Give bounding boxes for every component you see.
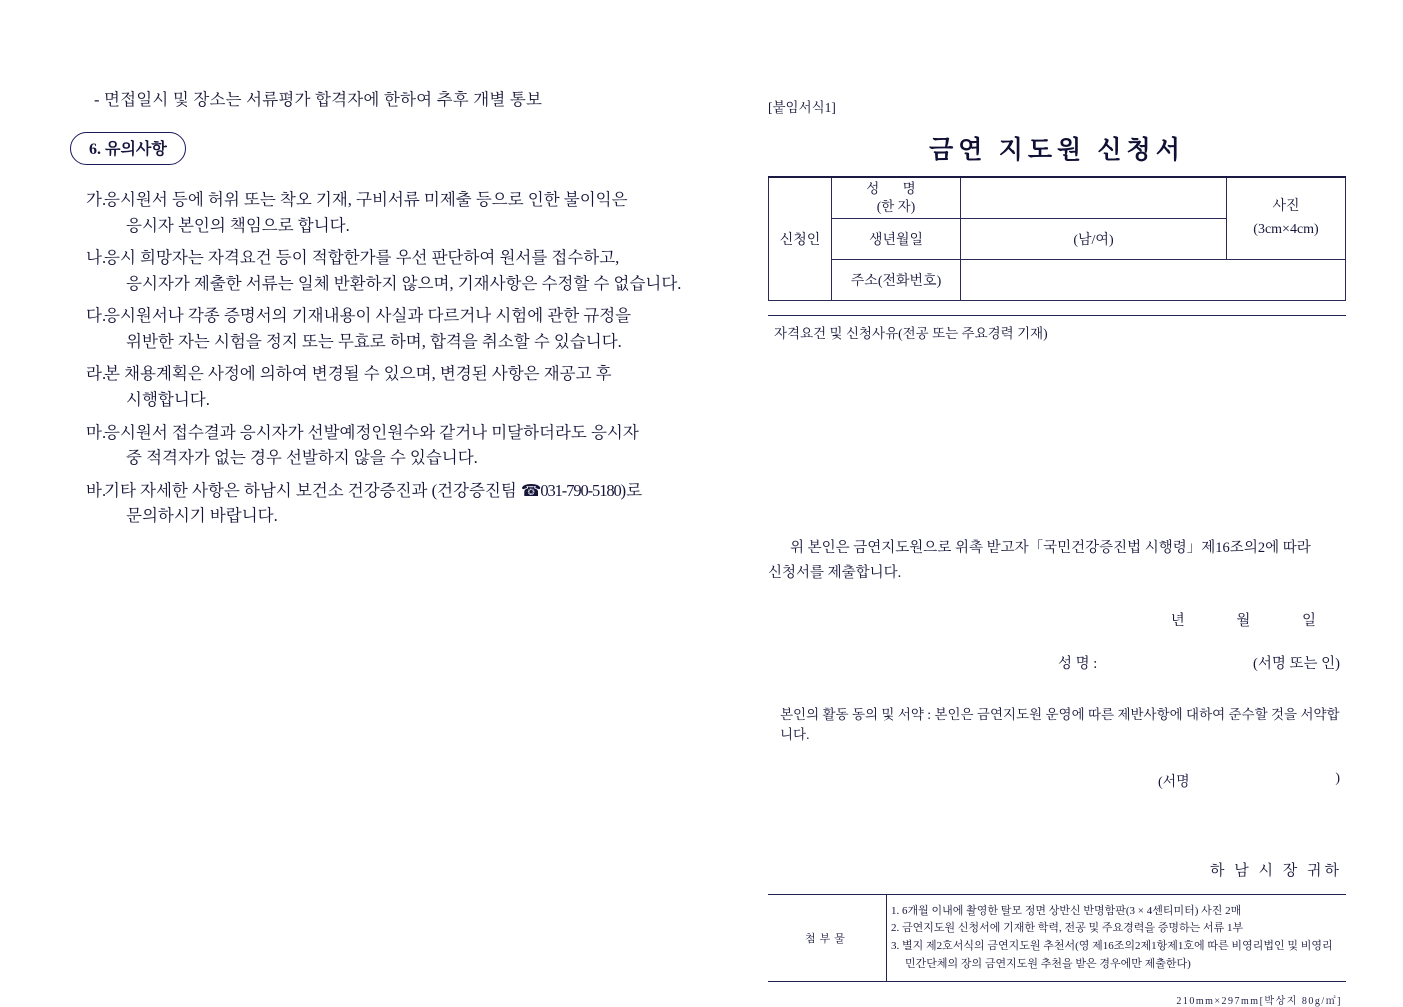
precaution-list: [70, 187, 682, 529]
signature-close-label: ): [1335, 770, 1340, 786]
attachment-label-cell: 첨부물: [768, 894, 887, 981]
date-day-label: 일: [1301, 612, 1318, 629]
date-year-label: 년: [1170, 612, 1187, 629]
qualification-input-area[interactable]: [768, 342, 1346, 532]
contact-text-pre: 기타 자세한 사항은 하남시 보건소 건강증진과 (건강증진팀: [104, 480, 521, 500]
list-item-line2: 응시자 본인의 책임으로 합니다.: [126, 215, 350, 235]
application-form: [768, 96, 1346, 1007]
list-item-line2: 중 적격자가 없는 경우 선발하지 않을 수 있습니다.: [126, 448, 478, 468]
list-item-line2: 응시자가 제출한 서류는 일체 반환하지 않으며, 기재사항은 수정할 수 없습니다.: [126, 273, 682, 293]
attachment-list: [891, 903, 1342, 973]
list-item: [891, 938, 1342, 973]
signature-name-line: [768, 652, 1346, 673]
name-label-lines: [832, 180, 960, 216]
list-item-line1: 응시 희망자는 자격요건 등이 적합한가를 우선 판단하여 원서를 접수하고,: [104, 248, 620, 268]
name-field-label: 성 명 :: [1058, 655, 1098, 672]
statement-line2: 신청서를 제출합니다.: [768, 565, 902, 582]
list-item-body: [104, 478, 670, 529]
list-item-body: [104, 245, 681, 296]
list-item-line1: [104, 478, 670, 504]
attachment-table: [768, 894, 1346, 982]
list-item-line2: 위반한 자는 시험을 정지 또는 무효로 하며, 합격을 취소할 수 있습니다.: [126, 331, 622, 351]
interview-notice-line: - 면접일시 및 장소는 서류평가 합격자에 한하여 추후 개별 통보: [94, 90, 543, 109]
list-item-body: [104, 361, 670, 412]
list-item: [70, 245, 682, 296]
signature-note: (서명 또는 인): [1253, 655, 1340, 672]
consent-statement: 본인의 활동 동의 및 서약 : 본인은 금연지도원 운영에 따른 제반사항에 대하여 준수할 것을 서약합니다.: [780, 706, 1340, 742]
name-label-line2: (한 자): [876, 199, 916, 214]
contact-text-post: )로: [620, 480, 643, 500]
list-item-line2: 문의하시기 바랍니다.: [126, 506, 278, 526]
table-row: [769, 260, 1346, 301]
signature-parenthesis-line: [768, 771, 1346, 791]
list-item-body: [104, 187, 670, 238]
applicant-label-cell: 신청인: [769, 177, 832, 301]
list-item-line1: 응시원서 등에 허위 또는 착오 기재, 구비서류 미제출 등으로 인한 불이익은: [104, 190, 628, 209]
addressee-line: 하 남 시 장 귀하: [1210, 862, 1342, 879]
date-month-label: 월: [1236, 612, 1253, 629]
list-item-marker: 마.: [86, 422, 107, 442]
list-item-line1: 응시원서 접수결과 응시자가 선발예정인원수와 같거나 미달하더라도 응시자: [104, 422, 639, 442]
signature-open-label: (서명: [1158, 774, 1190, 790]
list-item-line1: 본 채용계획은 사정에 의하여 변경될 수 있으며, 변경된 사항은 재공고 후: [104, 364, 612, 384]
attachment-item-text: 3. 별지 제2호서식의 금연지도원 추천서(영 제16조의2제1항제1호에 따른 비영리법인 및 비영리: [891, 939, 1333, 952]
attachment-tag: [붙임서식1]: [768, 100, 836, 115]
address-value-cell[interactable]: [961, 260, 1346, 301]
notice-section: [70, 86, 682, 536]
list-item: [70, 361, 670, 412]
name-label-cell: [832, 177, 961, 219]
table-row: [769, 177, 1346, 219]
list-item: [891, 920, 1342, 938]
section-heading-precautions: 6. 유의사항: [70, 132, 186, 165]
photo-cell: [1227, 177, 1346, 260]
photo-label-line1: 사진: [1272, 199, 1300, 215]
birth-label-cell: 생년월일: [832, 219, 961, 260]
list-item-body: [104, 420, 670, 471]
list-item-marker: 다.: [86, 306, 107, 326]
table-row: [768, 894, 1346, 981]
photo-label-line2: (3cm×4cm): [1253, 221, 1319, 237]
list-item-body: [104, 303, 670, 354]
attachment-item-text: 2. 금연지도원 신청서에 기재한 학력, 전공 및 주요경력을 증명하는 서류 1부: [891, 922, 1244, 935]
applicant-info-table: [768, 176, 1346, 301]
attachment-item-continuation: 민간단체의 장의 금연지도원 추천을 받은 경우에만 제출한다): [905, 957, 1191, 970]
list-item-marker: 라.: [86, 364, 107, 384]
form-title: 금연 지도원 신청서: [929, 137, 1185, 164]
list-item: [70, 420, 670, 471]
list-item-marker: 나.: [86, 248, 107, 268]
phone-number: ☎031-790-5180: [520, 480, 621, 500]
statement-block: [768, 536, 1346, 587]
list-item-line2: 시행합니다.: [126, 389, 210, 409]
list-item-marker: 가.: [86, 190, 107, 209]
list-item-line1: 응시원서나 각종 증명서의 기재내용이 사실과 다르거나 시험에 관한 규정을: [104, 306, 632, 326]
name-label-line1: 성 명: [866, 180, 926, 196]
list-item: [70, 478, 670, 529]
statement-line1: 위 본인은 금연지도원으로 위촉 받고자「국민건강증진법 시행령」제16조의2에 따라: [790, 540, 1311, 556]
paper-spec-note: 210mm×297mm[박상지 80g/㎡]: [1176, 996, 1342, 1007]
list-item-marker: 바.: [86, 480, 107, 500]
list-item: [891, 903, 1342, 921]
name-value-cell[interactable]: [961, 177, 1227, 219]
attachment-item-text: 1. 6개월 이내에 촬영한 탈모 정면 상반신 반명함판(3 × 4센티미터) 사진 2매: [891, 904, 1242, 917]
attachment-items-cell: [887, 894, 1347, 981]
date-line: [768, 609, 1346, 630]
address-label-cell: 주소(전화번호): [832, 260, 961, 301]
list-item: [70, 187, 670, 238]
birth-value-cell[interactable]: (남/여): [961, 219, 1227, 260]
list-item: [70, 303, 670, 354]
qualification-label: 자격요건 및 신청사유(전공 또는 주요경력 기재): [768, 315, 1346, 342]
qualification-section: [768, 315, 1346, 532]
